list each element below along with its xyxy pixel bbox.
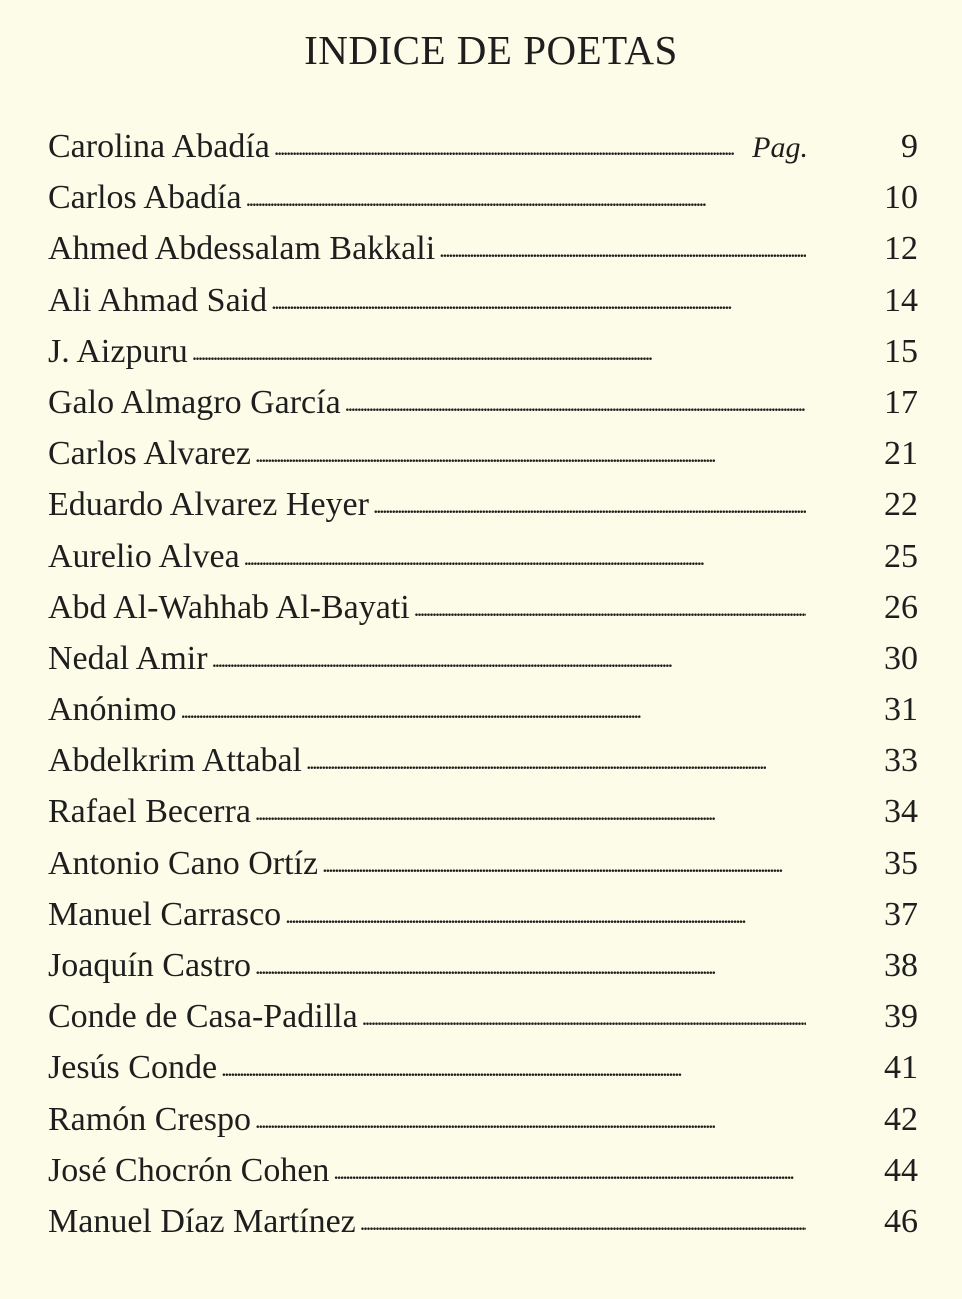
dot-leader (306, 740, 806, 778)
dot-leader (221, 1047, 806, 1085)
dot-leader (212, 638, 806, 676)
page-number: 26 (884, 588, 918, 626)
page-number: 10 (884, 179, 918, 217)
poet-name: Abdelkrim Attabal (48, 742, 303, 780)
dot-leader (439, 228, 806, 266)
page-title: INDICE DE POETAS (304, 27, 678, 73)
dot-leader (246, 177, 806, 215)
poet-name: Anónimo (48, 691, 177, 729)
page-number: 34 (884, 793, 918, 831)
poet-name: José Chocrón Cohen (48, 1151, 330, 1189)
page-number: 14 (884, 281, 918, 319)
dot-leader (360, 1201, 806, 1239)
poet-name: Aurelio Alvea (48, 537, 240, 575)
poet-name: Manuel Carrasco (48, 895, 282, 933)
index-entry (48, 179, 918, 230)
poet-name: Abd Al-Wahhab Al-Bayati (48, 588, 410, 626)
index-entry (48, 691, 918, 742)
dot-leader (333, 1150, 806, 1188)
poet-name: Nedal Amir (48, 639, 208, 677)
index-entry (48, 384, 918, 435)
poet-name: J. Aizpuru (48, 332, 188, 370)
index-entry (48, 998, 918, 1049)
index-entry (48, 333, 918, 384)
index-entry (48, 640, 918, 691)
poet-name: Ramón Crespo (48, 1100, 252, 1138)
dot-leader (180, 689, 806, 727)
index-entry (48, 128, 918, 179)
dot-leader (255, 1099, 806, 1137)
poet-name: Joaquín Castro (48, 947, 252, 984)
poet-name: Galo Almagro García (48, 383, 341, 421)
poet-name: Ahmed Abdessalam Bakkali (48, 230, 436, 268)
dot-leader (255, 791, 806, 829)
page-number: 12 (884, 230, 918, 268)
page-number: 9 (901, 128, 918, 165)
poet-name: Carolina Abadía (48, 128, 270, 165)
dot-leader (255, 945, 806, 983)
index-entry (48, 1203, 918, 1254)
page-number: 41 (884, 1049, 918, 1087)
page-number: 17 (884, 383, 918, 421)
poet-name: Carlos Abadía (48, 179, 242, 217)
poet-name: Manuel Díaz Martínez (48, 1202, 356, 1240)
page-number: 21 (884, 435, 918, 473)
dot-leader (285, 894, 806, 932)
index-entry (48, 1101, 918, 1152)
dot-leader (192, 331, 806, 369)
page-number: 15 (884, 332, 918, 370)
index-entry (48, 947, 918, 998)
dot-leader (322, 843, 806, 881)
page-number: 35 (884, 844, 918, 882)
index-entry (48, 282, 918, 333)
page-number: 46 (884, 1202, 918, 1240)
page-number: 39 (884, 998, 918, 1036)
page-number: 33 (884, 742, 918, 780)
poet-name: Antonio Cano Ortíz (48, 844, 319, 882)
poet-name: Conde de Casa-Padilla (48, 998, 358, 1036)
index-entry (48, 538, 918, 589)
index-entry (48, 845, 918, 896)
poet-name: Ali Ahmad Said (48, 281, 268, 319)
index-entry (48, 896, 918, 947)
page-number: 37 (884, 895, 918, 933)
page-number: 38 (884, 947, 918, 984)
poet-index-list (48, 128, 918, 1254)
dot-leader (244, 536, 806, 574)
page-number: 31 (884, 691, 918, 729)
index-entry (48, 742, 918, 793)
poet-name: Rafael Becerra (48, 793, 251, 831)
dot-leader (255, 433, 806, 471)
index-entry (48, 1049, 918, 1100)
dot-leader (345, 382, 806, 420)
poet-name: Jesús Conde (48, 1049, 218, 1087)
page-number: 30 (884, 639, 918, 677)
page-number: 22 (884, 486, 918, 524)
index-entry (48, 230, 918, 281)
dot-leader (271, 280, 806, 318)
poet-name: Carlos Alvarez (48, 435, 251, 473)
poet-name: Eduardo Alvarez Heyer (48, 486, 369, 524)
index-entry (48, 435, 918, 486)
index-entry (48, 793, 918, 844)
page-label: Pag. (752, 131, 808, 164)
page-number: 25 (884, 537, 918, 575)
index-entry (48, 486, 918, 537)
dot-leader (274, 126, 748, 164)
index-entry (48, 1152, 918, 1203)
index-entry (48, 589, 918, 640)
page-number: 42 (884, 1100, 918, 1138)
dot-leader (373, 484, 806, 522)
dot-leader (362, 996, 806, 1034)
dot-leader (414, 587, 806, 625)
page-number: 44 (884, 1151, 918, 1189)
